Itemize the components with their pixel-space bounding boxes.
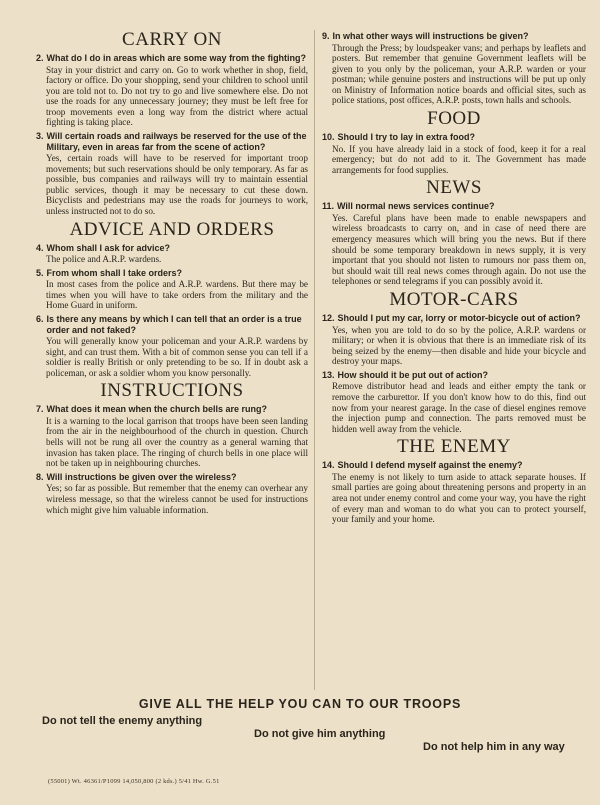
question-number: 5. [36, 267, 44, 278]
question-text: How should it be put out of action? [337, 369, 488, 380]
question-number: 9. [322, 31, 330, 41]
question-14 [322, 460, 586, 471]
question-6 [36, 314, 308, 335]
answer-2: Stay in your district and carry on. Go to work whether in shop, field, factory or office. Do your shopping, send your children to school until you are told not to. Do not try to go and live somewhere else. Do not use the roads for any unnecessary journey; they must be left free for troop movements even a long way from the district where actual fighting is taking place. [46, 64, 308, 128]
question-text: Will instructions be given over the wireless? [46, 471, 237, 482]
heading-news: NEWS [426, 177, 482, 199]
question-number: 3. [36, 131, 44, 142]
question-number: 4. [36, 242, 44, 253]
question-number: 8. [36, 471, 44, 482]
question-5 [36, 268, 308, 279]
answer-5: In most cases from the police and A.R.P. wardens. But there may be times when you will have to take orders from the military and the Home Guard in uniform. [46, 279, 308, 311]
question-number: 11. [322, 201, 335, 212]
question-text: Will normal news services continue? [337, 201, 495, 212]
heading-advice-and-orders: ADVICE AND ORDERS [69, 218, 275, 240]
footer-title: GIVE ALL THE HELP YOU CAN TO OUR TROOPS [138, 697, 462, 711]
question-13 [322, 370, 586, 381]
answer-14: The enemy is not likely to turn aside to attack separate houses. If small parties are going about threatening persons and property in an area not under enemy control and come your way, you have the right of every man and woman to do what you can to protect yourself, your family and your home. [332, 471, 586, 525]
heading-carry-on: CARRY ON [122, 29, 222, 50]
column-divider [314, 30, 315, 690]
question-text: Should I put my car, lorry or motor-bicycle out of action? [337, 313, 581, 323]
question-text: In what other ways will instructions be given? [332, 31, 529, 41]
heading-the-enemy: THE ENEMY [397, 436, 511, 458]
heading-motor-cars: MOTOR-CARS [389, 289, 519, 310]
question-number: 14. [322, 460, 335, 471]
question-text: What does it mean when the church bells are rung? [46, 404, 268, 415]
answer-9: Through the Press; by loudspeaker vans; and perhaps by leaflets and posters. But remember that genuine Government leaflets will be given to you only by the policeman, your A.R.P. warden or your postman; while genuine posters and instructions will be put up only on Ministry of Information notice boards and official sites, such as police stations, post offices, A.R.P. posts, town halls and schools. [332, 42, 586, 106]
heading-food: FOOD [427, 108, 481, 130]
right-column [322, 28, 586, 528]
question-10 [322, 132, 586, 143]
answer-7: It is a warning to the local garrison that troops have been seen landing from the air in the neighbourhood of the church in question. Church bells will not be rung all over the country as a general warning that invasion has taken place. The ringing of church bells in one place will not be taken up in neighbouring churches. [46, 415, 308, 469]
question-3 [36, 131, 308, 152]
answer-13: Remove distributor head and leads and either empty the tank or remove the carburettor. If you don't know how to do this, find out now from your nearest garage. In the case of diesel engines remove the injection pump and connection. The parts removed must be hidden well away from the vehicle. [332, 381, 586, 434]
question-text: What do I do in areas which are some way from the fighting? [46, 53, 307, 63]
question-2 [36, 53, 308, 64]
question-number: 6. [36, 314, 44, 324]
question-text: Should I try to lay in extra food? [337, 132, 476, 143]
question-number: 10. [322, 132, 335, 143]
question-8 [36, 472, 308, 483]
answer-8: Yes; so far as possible. But remember that the enemy can overhear any wireless message, so that the wireless cannot be used for instructions which might give him valuable information. [46, 483, 308, 515]
answer-12: Yes, when you are told to do so by the police, A.R.P. wardens or military; or when it is obvious that there is an immediate risk of its being seized by the enemy—then disable and hide your bicycle and destroy your maps. [332, 324, 586, 367]
question-text: Will certain roads and railways be reserved for the use of the Military, even in areas far from the scene of action? [46, 131, 307, 152]
question-text: Should I defend myself against the enemy? [337, 460, 523, 471]
question-9 [322, 31, 586, 42]
question-text: Whom shall I ask for advice? [46, 242, 171, 253]
left-column [36, 28, 308, 518]
answer-11: Yes. Careful plans have been made to enable newspapers and wireless broadcasts to carry on, and in case of need there are emergency measures which will bring you the news. But if there should be some temporary breakdown in news supply, it is very important that you should not listen to rumours nor pass them on, but should wait till real news comes through again. Do not use the telephones or send telegrams if you can possibly avoid it. [332, 212, 586, 287]
heading-instructions: INSTRUCTIONS [100, 380, 244, 402]
slogan-give: Do not give him anything [254, 728, 386, 740]
question-number: 7. [36, 404, 44, 415]
question-number: 2. [36, 53, 44, 63]
question-text: Is there any means by which I can tell that an order is a true order and not faked? [46, 314, 302, 335]
question-4 [36, 243, 308, 254]
answer-6: You will generally know your policeman and your A.R.P. wardens by sight, and can trust them. With a bit of common sense you can tell if a soldier is really British or only pretending to be so. If in doubt ask a policeman, or ask a soldier whom you know personally. [46, 336, 308, 378]
printer-imprint: (55001) Wt. 46361/P1099 14,050,800 (2 kds.) 5/41 Hw. G.51 [48, 778, 220, 785]
slogan-tell: Do not tell the enemy anything [42, 715, 203, 727]
question-text: From whom shall I take orders? [46, 267, 183, 278]
question-number: 13. [322, 369, 335, 380]
question-number: 12. [322, 313, 335, 323]
answer-4: The police and A.R.P. wardens. [46, 254, 162, 265]
answer-10: No. If you have already laid in a stock of food, keep it for a real emergency; but do not add to it. The Government has made arrangements for food supplies. [332, 143, 586, 175]
answer-3: Yes, certain roads will have to be reserved for important troop movements; but such reservations should be only temporary. As far as possible, bus companies and railways will try to maintain essential public services, though it may be necessary to cut these down. Bicyclists and pedestrians may use the roads for journeys to work, unless instructed not to do so. [46, 153, 308, 217]
slogan-help: Do not help him in any way [423, 741, 565, 753]
question-12 [322, 313, 586, 324]
question-11 [322, 201, 586, 212]
question-7 [36, 404, 308, 415]
